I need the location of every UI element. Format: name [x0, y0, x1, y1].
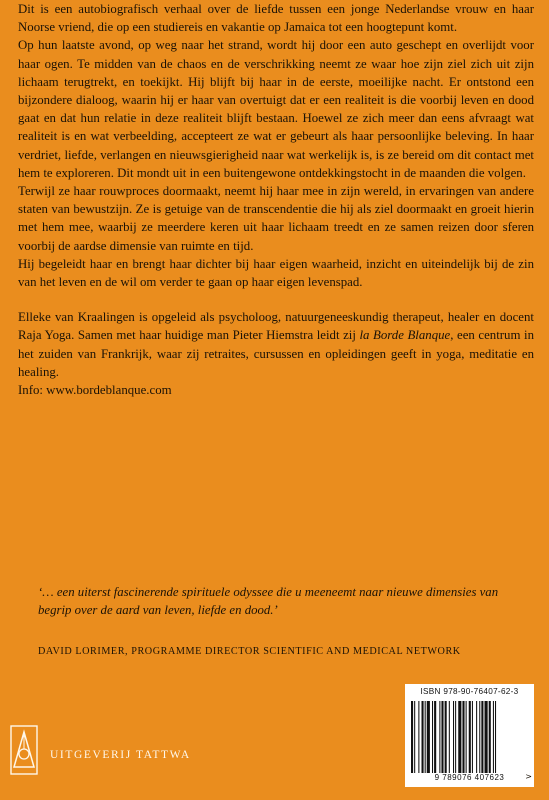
barcode-bar	[479, 701, 480, 773]
barcode-bar	[449, 701, 450, 773]
barcode-bar	[466, 701, 467, 773]
barcode-bar	[414, 701, 415, 773]
publisher-name: UITGEVERIJ TATTWA	[50, 749, 191, 761]
barcode-bar	[455, 701, 456, 773]
isbn-barcode	[405, 684, 534, 787]
barcode-bar	[422, 701, 424, 773]
barcode-bar	[411, 701, 413, 773]
barcode-bar	[427, 701, 430, 773]
barcode-bar	[469, 701, 471, 773]
info-url: Info: www.bordeblanque.com	[18, 383, 172, 398]
barcode-bar	[453, 701, 454, 773]
barcode-bar	[493, 701, 494, 773]
barcode-bar	[495, 701, 496, 773]
barcode-end-mark: >	[525, 772, 532, 781]
barcode-bar	[485, 701, 488, 773]
barcode-bar	[434, 701, 436, 773]
author-bio-part-1: Elleke van Kraalingen is opgeleid als psycholoog, natuurgeneeskundig therapeut, healer en docent Raja Yoga. Samen met haar huidige man Pieter Hiemstra leidt zij	[18, 310, 534, 343]
barcode-bar	[418, 701, 419, 773]
barcode-digits: 9 789076 407623	[434, 773, 505, 782]
author-bio-centre-name: la Borde Blanque	[359, 328, 451, 343]
barcode-bars	[411, 701, 528, 773]
blurb-paragraph-3: Terwijl ze haar rouwproces doormaakt, neemt hij haar mee in zijn wereld, in ervaringen van andere staten van bewustzijn. Ze is getuige van de transcendentie die hij als ziel doormaakt en groeit hierin met hem mee, waarbij ze meerdere keren uit haar lichaam treedt en ze samen reizen door sferen voorbij de aardse dimensie van ruimte en tijd.	[18, 184, 534, 253]
barcode-bar	[472, 701, 473, 773]
endorsement-quote: ‘… een uiterst fascinerende spirituele odyssee die u meeneemt naar nieuwe dimensies van begrip over de aard van leven, liefde en dood.’	[38, 585, 499, 618]
barcode-bar	[489, 701, 491, 773]
barcode-bar	[445, 701, 447, 773]
barcode-bar	[481, 701, 483, 773]
author-bio	[18, 308, 534, 381]
blurb-paragraph-4: Hij begeleidt haar en brengt haar dichter bij haar eigen waarheid, inzicht en uiteindelijk bij de zin van het leven en de wil om verder te gaan op haar eigen levenspad.	[18, 256, 534, 290]
blurb-paragraph-1: Dit is een autobiografisch verhaal over de liefde tussen een jonge Nederlandse vrouw en haar Noorse vriend, die op een studiereis en vakantie op Jamaica tot een hoogtepunt komt.	[18, 2, 534, 35]
barcode-bar	[432, 701, 433, 773]
isbn-label: ISBN 978-90-76407-62-3	[420, 687, 519, 696]
blurb-paragraph-2: Op hun laatste avond, op weg naar het strand, wordt hij door een auto geschept en overlijdt voor haar ogen. Te midden van de chaos en de verschrikking neemt ze waar hoe zijn ziel zich uit zijn lichaam terugtrekt, en toekijkt. Hij blijft bij haar in de eerste, moeilijke nacht. Er ontstond een bijzondere dialoog, waarin hij er haar van overtuigt dat er een realiteit is die voorbij leven en dood gaat en dat hun relatie in deze realiteit blijft bestaan. Hoewel ze zich meer dan eens afvraagt wat realiteit is en wat verbeelding, accepteert ze wat er gebeurt als haar persoonlijke beleving. In haar verdriet, liefde, verlangen en nieuwsgierigheid naar wat werkelijk is, is ze bereid om dit contact met hem te exploreren. Dit mondt uit in een buitengewone ontdekkingstocht in de maanden die volgen.	[18, 38, 534, 180]
barcode-bar	[476, 701, 477, 773]
author-bio-part-2: , een centrum in het zuiden van Frankrijk, waar zij retraites, cursussen en opleidingen geeft in yoga, meditatie en healing.	[18, 328, 534, 379]
barcode-bar	[462, 701, 464, 773]
endorsement-attribution: DAVID LORIMER, PROGRAMME DIRECTOR SCIENTIFIC AND MEDICAL NETWORK	[38, 646, 461, 657]
publisher-block	[10, 725, 270, 785]
tattwa-triangle-logo-icon	[10, 725, 38, 775]
barcode-bar	[439, 701, 440, 773]
blurb-text	[18, 0, 534, 399]
barcode-bar	[425, 701, 426, 773]
barcode-bar	[441, 701, 443, 773]
barcode-bar	[458, 701, 461, 773]
